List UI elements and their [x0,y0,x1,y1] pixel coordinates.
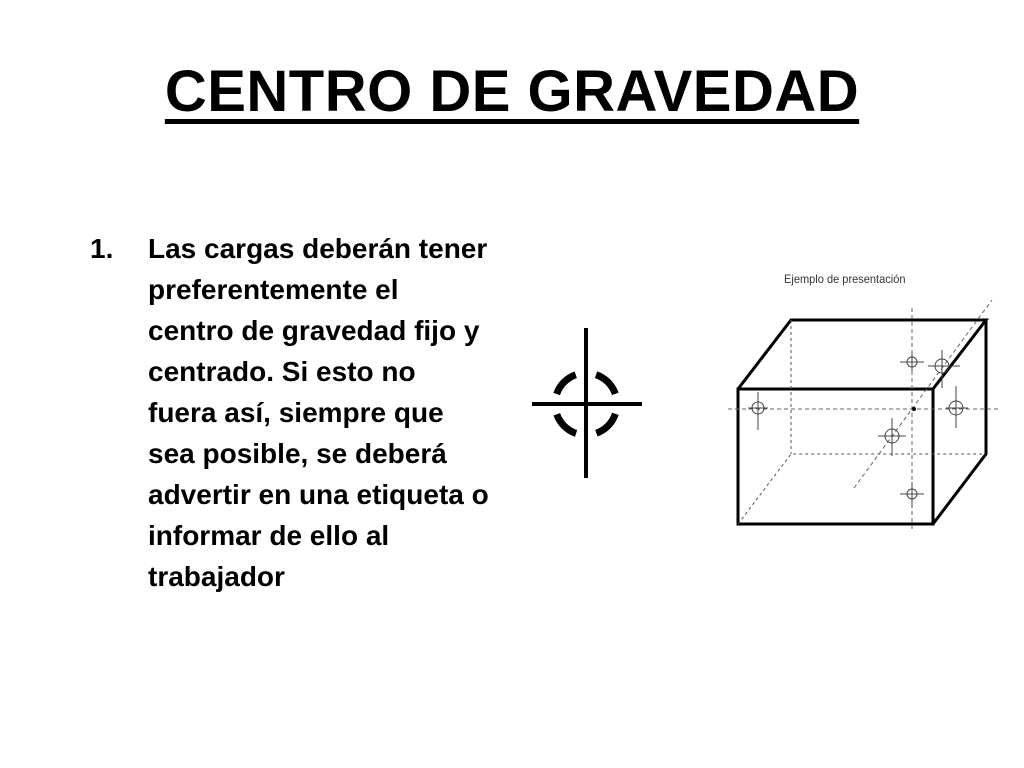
crosshair-mark [928,350,960,388]
box-top-face [738,320,986,389]
figure-caption: Ejemplo de presentación [784,272,906,286]
guide-line-diagonal [854,300,992,488]
box-right-face [933,320,986,524]
list-item-text: Las cargas deberán tener preferentemente el centro de gravedad fijo y centrado. Si esto no fuera así, siempre que sea posible, se deberá advertir en una etiqueta o informar de ello al trabajador [148,233,489,592]
crosshair-mark [900,352,924,372]
crosshair-mark [900,482,924,508]
crosshair-mark [946,386,968,428]
center-point [912,407,916,411]
list-item [90,228,490,597]
center-of-gravity-icon [526,324,644,482]
list-item-number: 1. [90,233,114,264]
box-diagram [724,268,998,532]
bullet-list [90,228,490,597]
box-hidden-edges [738,454,986,524]
crosshair-mark [748,392,768,430]
slide-title-text: CENTRO DE GRAVEDAD [164,59,860,124]
slide-title [0,58,1024,125]
